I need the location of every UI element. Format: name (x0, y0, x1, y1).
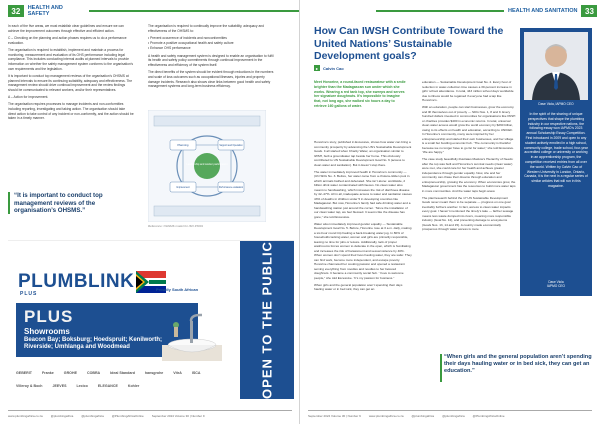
sidebar-body: In the spirit of the sharing of unique perspectives that shape the plumbing industry in our respective nations, the following essay won IAPMO’s 2023 annual Scholarship Essay Competition. First introduced in 2009 and open to any student actively enrolled in a high school, community college, trade school, four-year accredited college or university or working in an apprenticeship program, the competition received entries from all over the world. Written by Calvin Cao of Western University in London, Ontario, Canada, it is the next in a regular series of similar articles that will run in this magazine. (524, 112, 588, 188)
sidebar-signature (524, 280, 588, 289)
footer-twitter-link[interactable]: @plumbingafrica (411, 414, 435, 418)
diagram-act-label: Improvement (176, 187, 190, 189)
right-header (376, 5, 597, 17)
paragraph: The organisation is required to establish, implement and maintain a process for monitoring, measurement and evaluation of its OHS performance including legal compliance. This includes conducting internal audits at planned intervals to provide information on whether the safety management system conforms to the organisation's own requirements and the legislation. (8, 47, 134, 71)
paragraph: It is important to conduct top management reviews of the organisation's OHSMS at planned intervals to ensure its continuing suitability, adequacy and effectiveness. The management review should drive continual improvement and the review findings should be communicated to relevant workers, and/or their representatives. (8, 73, 133, 92)
brand-logo: GEBERIT (16, 370, 32, 375)
paragraph: A – Action for improvement. (8, 95, 49, 100)
article-title: How Can IWSH Contribute Toward the United Nations’ Sustainable Development goals? (314, 25, 504, 62)
author-icon: ▸ (315, 65, 318, 71)
ad-brand-logo: PLUMBLINK (18, 271, 135, 292)
brand-logo: COBRA (86, 370, 101, 375)
paragraph: The organisation is required to continually improve the suitability, adequacy and effectiveness of the OHSMS to: (148, 24, 264, 33)
right-page (300, 0, 600, 424)
ad-showrooms: Showrooms (24, 327, 70, 336)
footer-site-link[interactable]: www.plumbingafrica.co.za (368, 414, 404, 418)
diagram-centre-label: Leadership and worker participation (186, 163, 228, 166)
paragraph: The case study beautifully illustrates Maslow’s Hierarchy of Needs: after the top was built and Honorine’s survival needs (clean water) were met, she could care for her health and achieve greater independence through gender equality. Now, she and her community can chase their dreams through education and entrepreneurship, growing the economy. When economies grow, the Madagascar government has the resources to build more water taps in more communities. And the water taps begin anew. (422, 157, 516, 193)
ad-brand-sub: PLUS (20, 291, 38, 297)
author-name: Calvin Cao (323, 65, 344, 71)
paragraph: The organisation requires processes to manage incidents and non-conformities including reporting, investigating and taking action. The organisation should take direct action to take control of any incident or non-conformity, and the action should be taken in a timely manner. (8, 102, 134, 121)
paragraph: education — Sustainable Development Goal No. 4. Every hour of reduction in water-collection time causes a 30-percent increase in girls’ school attendance. In total, 443 million school days worldwide due to illness would be regained if everyone had a tap like Honorine’s. (422, 80, 514, 102)
pull-quote: “It is important to conduct top management reviews of the organisation’s OHSMS.” (14, 192, 103, 214)
section-title: HEALTH AND SANITATION (508, 8, 578, 14)
bullet: • Enhance OHS performance (148, 46, 191, 51)
paragraph: The plan/research behind the 17 UN Sustainable Development Goals never meant them to be separate — progress on one goal inevitably furthers another. In fact, access to clean water impacts every goal. I haven’t mentioned the timely’s take — farther sewage means less waste dumped into rivers, meaning more responsible industry (Goal No. 12), and preventing damage to ecosystems (Goals Nos. 13, 14 and 15). A country made economically prosperous through water access is more (422, 195, 514, 231)
left-column-1 (8, 24, 134, 124)
brand-logo: GROHE (63, 370, 77, 375)
brand-logo: ISCA (191, 370, 201, 375)
footer-facebook-link[interactable]: @plumbingafrica (442, 414, 465, 418)
footer-site-link[interactable]: www.plumbingafrica.co.za (8, 414, 43, 418)
pull-quote: “When girls and the general population aren’t spending their days hauling water or in bed sick, they can get an education.” (444, 354, 592, 374)
byline (314, 65, 344, 71)
brand-logo: hansgrohe (144, 370, 164, 375)
diagram-caption: Reference: OHSMS model for ISO 45001 (148, 224, 204, 228)
page-number: 32 (8, 5, 24, 17)
brand-logo: Villeroy & Boch (16, 383, 43, 388)
brand-logo: Lecico (76, 383, 88, 388)
brand-logo: Franke (41, 370, 54, 375)
signature-title: IAPMO CEO (546, 284, 566, 289)
left-footer (8, 414, 205, 418)
footer-facebook-link[interactable]: @plumbingafrica (81, 414, 104, 418)
footer-twitter-link[interactable]: @plumbingafrica (50, 414, 74, 418)
header-rule (89, 10, 300, 12)
pull-quote-bar (8, 192, 10, 214)
ad-open-to-public: OPEN TO THE PUBLIC (259, 241, 275, 399)
sidebar-panel (520, 28, 592, 296)
footer-rule (8, 410, 292, 411)
right-footer (308, 414, 505, 418)
ad-headline: PLUS (24, 307, 74, 326)
diagram-do-label: Support and Operation (219, 145, 243, 147)
bullet: • Prevent occurrence of incidents and nonconformities (148, 35, 227, 40)
left-column-2 (148, 24, 274, 91)
signature-name: Dave Viola (548, 280, 564, 284)
paragraph: In each of the five areas, we must establish clear guidelines and ensure we can achieve the improvement outcomes through effective and efficient action. (8, 24, 124, 33)
brand-logo: ELEGANCE (97, 383, 118, 388)
paragraph: With an education, people can start businesses, grow the economy and lift themselves out of poverty — SDG Nos. 1, 8 and 9. Every hundred dollars invested in communities for organisations like IWSH or charities provides $400 in economic returns. In total, universal clean water access would grow the world economy by $260 billion, owing to its effects on health and education, according to UNICEF. In Honorine’s community, many were inspired by her entrepreneurship and started their own businesses, and her village is a small but bustling economic hub. “The community is thankful because we no longer have to go far for water,” she told Excessive. “We are happy.” (422, 105, 516, 154)
left-header (8, 5, 300, 17)
diagram-check-label: Performance evaluation (218, 187, 244, 189)
footer-facebook2-link[interactable]: @PlumbingAfricaOnline (472, 414, 505, 418)
footer-rule (308, 410, 592, 411)
ad-basin-image (162, 307, 222, 361)
plumblink-advert[interactable] (8, 240, 294, 398)
right-column-2 (422, 80, 516, 234)
footer-facebook2-link[interactable]: @PlumbingAfricaOnline (111, 414, 144, 418)
ohsms-diagram (148, 110, 266, 222)
paragraph: Water also immediately improved gender equality — Sustainable Development Goal No. 5. Before, Honorine rose at 3 a.m. daily, making a six-hour round trip hauling a back-breaking water jug. In 80% of households lacking water, women and girls are primarily responsible, leaving no time for jobs or leisure. Additionally, lack of proper washrooms forces women to defecate in the open, which is humiliating and increases the risk of harassment and sexual violence by 40%. When women don’t spend their lives hauling water, they are safer. They can find work, become more independent, and escape poverty. Honorine channeled her cooking passion and opened a restaurant serving everything from noodles and noodles to her beloved doughnuts. It became a community social hub. “I love to welcome people,” she told Excessive. “It’s my passion for business.” (314, 221, 412, 280)
paragraph: When girls and the general population aren’t spending their days hauling water or in bed sick, they can get an (314, 282, 403, 291)
paragraph: The water immediately improved health in Honorine’s community — (UN SDG No. 3. Before, her water came from a cholera-ridden pool in which animals bathed and defecated. She isn’t alone: worldwide, 2 billion drink water contaminated with faeces. No clean water also meant no handwashing, which increases the risk of diarrhoea disease by 42–47%. All in all, inadequate access to water and sanitation causes 43% of deaths in children under 5 in developing countries like Madagascar. But now, Honorine’s family had safe drinking water and a handwashing station just around the corner. “Since the installation of our clean water tap, we feel blessed. It seems like the disease has gone,” she told Excessive. (314, 169, 412, 219)
footer-issue: September 2024 Volume 30 | Number 9 (308, 414, 361, 418)
article-lede: Meet Honorine, a round-faced restaurateur with a smile brighter than the Madagascan sun under which she works. Wearing a red tank top, she sweeps and serves her signature doughnuts. It’s impossible to imagine that, not long ago, she walked six hours a day to retrieve 160 gallons of water. (314, 80, 406, 108)
ad-vertical-banner (240, 241, 294, 399)
paragraph: Honorine’s story, published in Excessive, shows how water can bring a community prosperity by advancing the UN’s Sustainable Development Goals. It all started when Charity Water, an organisation similar to IWSH, built a groundwater tap beside her home. This obviously contributed to UN Sustainable Development Goal No. 6 (access to clean water and sanitation). But it doesn’t stop there. (314, 140, 412, 167)
brand-logo: VitrA (173, 370, 182, 375)
ad-proudly-sa: Proudly South African (156, 287, 199, 292)
section-title: HEALTH AND SAFETY (27, 5, 63, 17)
brand-logo: JEEVES (52, 383, 67, 388)
diagram-plan-label: Planning (177, 143, 189, 147)
ad-brand-logos (14, 367, 238, 391)
paragraph: C – Checking on the planning and action phases requires us to do a performance evaluation. (8, 35, 127, 45)
header-rule (376, 10, 504, 12)
paragraph: A health and safety management system is designed to enable an organisation to fulfil its health and safety policy commitments through continual improvement in the effectiveness and efficiency of the system itself. (148, 53, 274, 67)
ceo-portrait (524, 32, 588, 100)
brand-logo: Kohler (127, 383, 140, 388)
pull-quote-bar (440, 354, 442, 382)
page-number: 33 (581, 5, 597, 17)
photo-caption: Dave Viola, IAPMO CEO (538, 102, 574, 106)
bullet: • Promote a positive occupational health and safety culture (148, 41, 234, 46)
brand-logo: Ideal Standard (110, 370, 135, 375)
right-column-1 (314, 140, 412, 294)
footer-issue: September 2024 Volume 30 | Number 9 (151, 414, 205, 418)
ad-locations: Beacon Bay; Boksburg; Hoedspruit; Kenilworth; Riverside; Umhlanga and Woodmead (24, 337, 163, 350)
paragraph: The direct benefits of the system should be evident through reductions in the numbers and scale of loss outcomes such as occupational illnesses, injuries and property damage incidents. Research also shows clear links between good health and safety management systems and long-term business efficiency. (148, 70, 274, 89)
